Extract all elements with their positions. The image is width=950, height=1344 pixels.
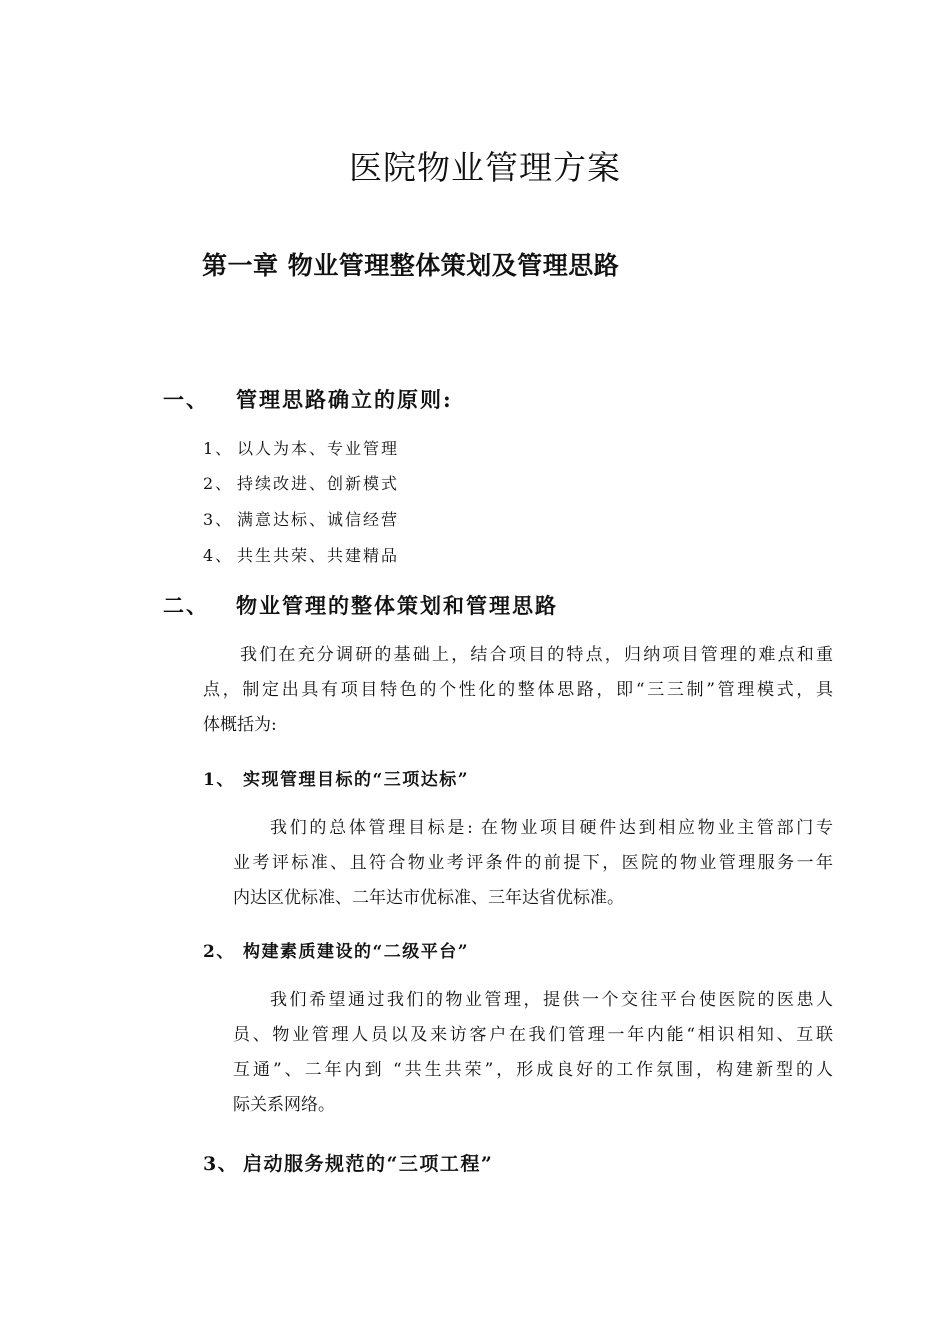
paragraph-line: 员、物业管理人员以及来访客户在我们管理一年内能“相识相知、互联 — [233, 1025, 833, 1045]
list-item — [203, 471, 503, 495]
paragraph-line: 互通”、二年内到 “共生共荣”，形成良好的工作氛围，构建新型的人 — [233, 1060, 833, 1080]
section-number: 二、 — [163, 593, 209, 618]
subsection-heading-3 — [203, 1149, 603, 1177]
paragraph-line: 际关系网络。 — [233, 1095, 335, 1115]
paragraph-line: 我们在充分调研的基础上，结合项目的特点，归纳项目管理的难点和重 — [240, 645, 833, 665]
list-item-number: 1、 — [203, 439, 234, 458]
list-item — [203, 436, 503, 460]
list-item-text: 以人为本、专业管理 — [237, 439, 400, 458]
section-title: 管理思路确立的原则: — [236, 387, 453, 412]
document-title: 医院物业管理方案 — [349, 148, 621, 187]
subsection-2-paragraph — [233, 983, 833, 1123]
subsection-title: 实现管理目标的“三项达标” — [243, 770, 470, 790]
section-2-intro-paragraph — [203, 638, 833, 743]
list-item — [203, 543, 503, 567]
subsection-number: 3、 — [203, 1153, 239, 1175]
subsection-number: 2、 — [203, 942, 235, 962]
subsection-title: 构建素质建设的“二级平台” — [243, 942, 470, 962]
list-item — [203, 507, 503, 531]
list-item-number: 4、 — [203, 546, 234, 565]
list-item-text: 共生共荣、共建精品 — [237, 546, 400, 565]
list-item-text: 满意达标、诚信经营 — [237, 510, 400, 529]
paragraph-line: 我们的总体管理目标是: 在物业项目硬件达到相应物业主管部门专 — [270, 818, 833, 838]
list-item-text: 持续改进、创新模式 — [237, 474, 400, 493]
paragraph-line: 我们希望通过我们的物业管理，提供一个交往平台使医院的医患人 — [270, 990, 833, 1010]
paragraph-line: 内达区优标准、二年达市优标准、三年达省优标准。 — [233, 888, 624, 908]
list-item-number: 2、 — [203, 474, 234, 493]
section-heading-2 — [163, 590, 663, 620]
paragraph-line: 业考评标准、且符合物业考评条件的前提下，医院的物业管理服务一年 — [233, 853, 833, 873]
chapter-heading: 第一章 物业管理整体策划及管理思路 — [202, 251, 620, 280]
subsection-title: 启动服务规范的“三项工程” — [243, 1153, 494, 1175]
list-item-number: 3、 — [203, 510, 234, 529]
paragraph-line: 体概括为: — [203, 715, 277, 735]
section-title: 物业管理的整体策划和管理思路 — [236, 593, 558, 618]
section-number: 一、 — [163, 387, 209, 412]
paragraph-line: 点，制定出具有项目特色的个性化的整体思路，即“三三制”管理模式，具 — [203, 680, 833, 700]
subsection-1-paragraph — [233, 811, 833, 916]
subsection-heading-2 — [203, 937, 603, 963]
subsection-number: 1、 — [203, 770, 235, 790]
section-heading-1 — [163, 384, 563, 414]
subsection-heading-1 — [203, 765, 603, 791]
